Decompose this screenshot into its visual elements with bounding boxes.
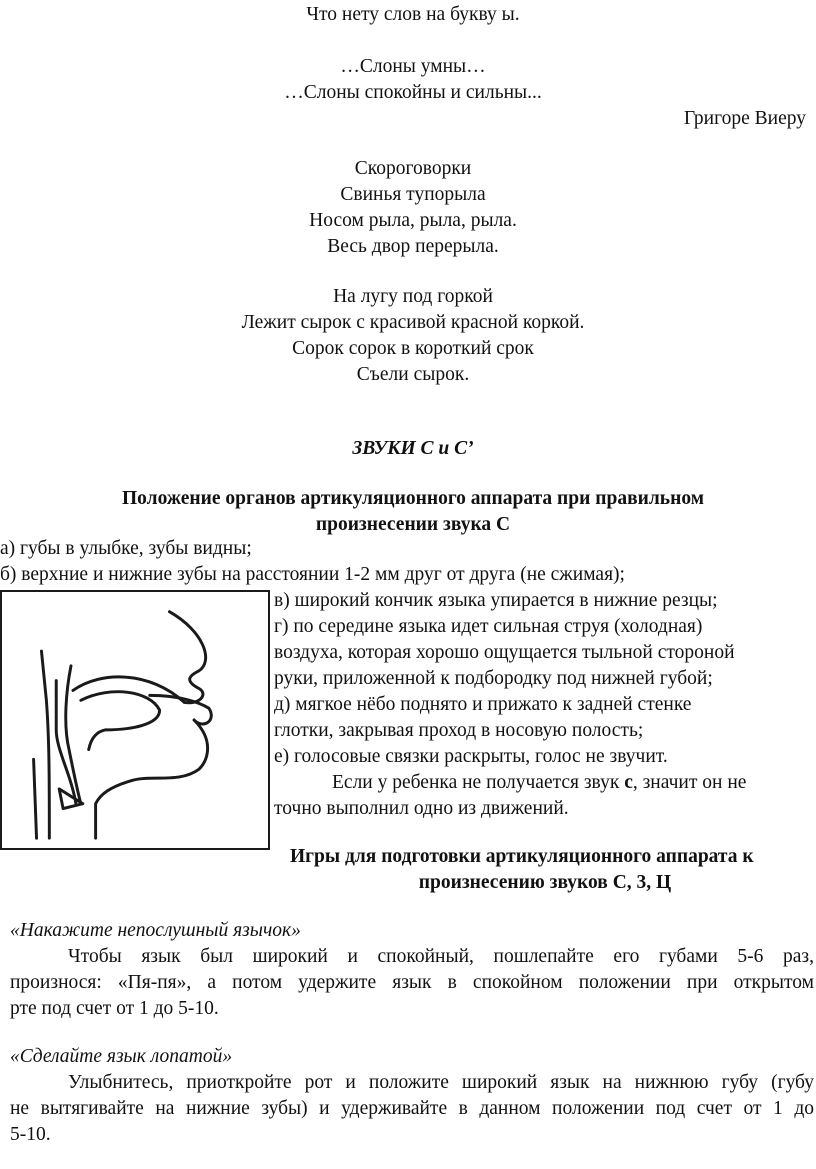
item-e: е) голосовые связки раскрыты, голос не звучит. — [274, 746, 668, 767]
mouth-profile-drawing — [2, 592, 268, 848]
game-1-title: «Накажите непослушный язычок» — [10, 920, 301, 941]
item-d-line-2: глотки, закрывая проход в носовую полость; — [274, 720, 644, 741]
twister-line: Съели сырок. — [356, 364, 470, 385]
twister-line: На лугу под горкой — [333, 286, 493, 307]
poem-line-2: …Слоны умны… — [340, 56, 486, 77]
note-sound-letter: с — [624, 772, 633, 793]
twister-line: Сорок сорок в короткий срок — [292, 338, 534, 359]
articulation-heading-line-1: Положение органов артикуляционного аппарата при правильном — [122, 488, 704, 509]
item-g-line-3: руки, приложенной к подбородку под нижней губой; — [274, 668, 713, 689]
item-b: б) верхние и нижние зубы на расстоянии 1-2 мм друг от друга (не сжимая); — [0, 564, 625, 585]
note-text-start: Если у ребенка не получается звук — [332, 772, 620, 793]
game-2-text-line: не вытягивайте на нижние зубы) и удерживайте в данном положении под счет от 1 до — [10, 1098, 814, 1119]
item-g-line-2: воздуха, которая хорошо ощущается тыльной стороной — [274, 642, 735, 663]
note-text-end: , значит он не — [632, 772, 747, 793]
articulation-heading-line-2: произнесении звука С — [315, 514, 511, 535]
item-d-line-1: д) мягкое нёбо поднято и прижато к задней стенке — [274, 694, 692, 715]
poem-line-1: Что нету слов на букву ы. — [306, 4, 520, 25]
item-g-line-1: г) по середине языка идет сильная струя (холодная) — [274, 616, 703, 637]
twister-line: Лежит сырок с красивой красной коркой. — [241, 312, 585, 333]
twister-line: Весь двор перерыла. — [327, 236, 499, 257]
game-1-text-line: Чтобы язык был широкий и спокойный, пошлепайте его губами 5-6 раз, — [68, 946, 814, 967]
section-title: ЗВУКИ С и С’ — [352, 438, 474, 459]
twister-line: Носом рыла, рыла, рыла. — [309, 210, 517, 231]
game-1-text-line: рте под счет от 1 до 5-10. — [10, 998, 219, 1019]
note-line-2: точно выполнил одно из движений. — [274, 798, 569, 819]
articulation-diagram — [0, 590, 270, 850]
note-line-1 — [332, 770, 816, 796]
games-heading-line-1: Игры для подготовки артикуляционного аппарата к — [290, 846, 754, 867]
poem-author: Григоре Виеру — [683, 108, 806, 129]
item-v: в) широкий кончик языка упирается в нижние резцы; — [274, 590, 718, 611]
tongue-twisters-title: Скороговорки — [354, 158, 472, 179]
games-heading-line-2: произнесению звуков С, 3, Ц — [418, 872, 672, 893]
poem-line-3: …Слоны спокойны и сильны... — [284, 82, 542, 103]
game-2-text-line: Улыбнитесь, приоткройте рот и положите широкий язык на нижнюю губу (губу — [68, 1072, 814, 1093]
game-2-title: «Сделайте язык лопатой» — [10, 1046, 233, 1067]
game-2-text-line: 5-10. — [10, 1124, 51, 1145]
game-1-text-line: произнося: «Пя-пя», а потом удержите язык в спокойном положении при открытом — [10, 972, 814, 993]
twister-line: Свинья тупорыла — [340, 184, 486, 205]
item-a: а) губы в улыбке, зубы видны; — [0, 538, 252, 559]
